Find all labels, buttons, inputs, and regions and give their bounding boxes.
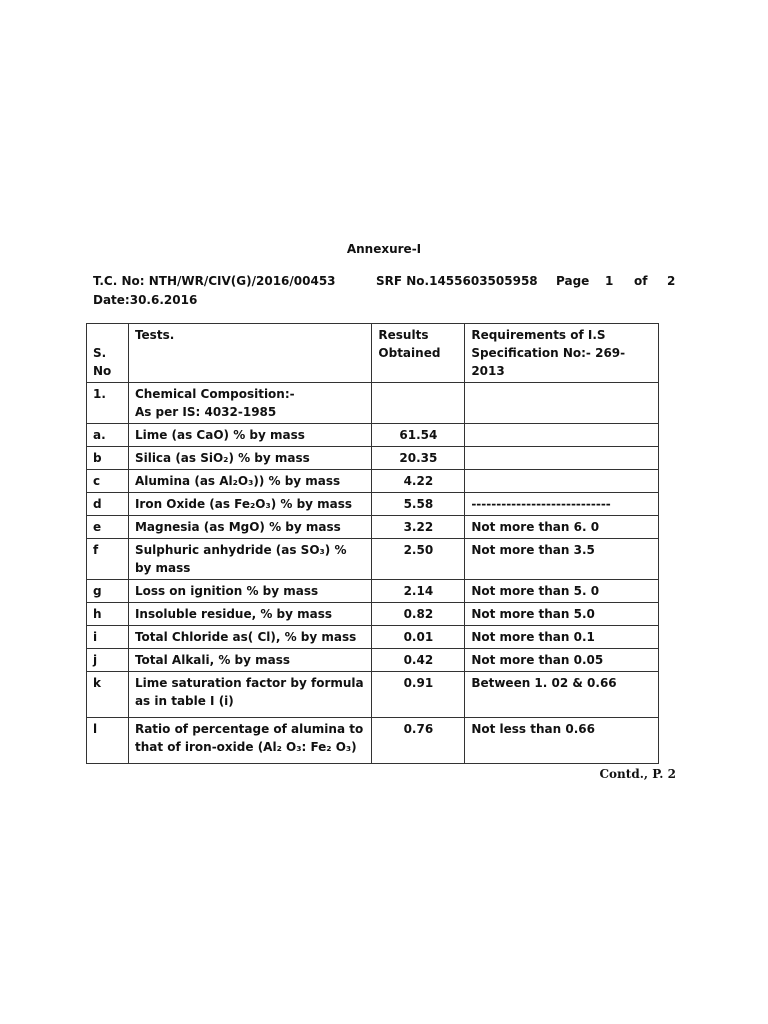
table-row [87, 539, 659, 580]
row-requirement: ---------------------------- [465, 493, 659, 516]
row-sno: d [87, 493, 129, 516]
section-title [128, 383, 371, 424]
row-result: 61.54 [372, 424, 465, 447]
header-requirements: Requirements of I.S Specification No:- 269-2013 [465, 324, 659, 383]
table-row [87, 580, 659, 603]
row-result: 3.22 [372, 516, 465, 539]
results-table [86, 323, 659, 764]
document-title: Annexure-I [346, 242, 422, 256]
row-test: Total Alkali, % by mass [128, 649, 371, 672]
table-row [87, 603, 659, 626]
row-test: Ratio of percentage of alumina to that of iron-oxide (Al₂ O₃: Fe₂ O₃) [128, 718, 371, 764]
row-test: Loss on ignition % by mass [128, 580, 371, 603]
continued-note: Contd., P. 2 [599, 767, 676, 781]
page-total: 2 [667, 274, 676, 288]
row-requirement [465, 470, 659, 493]
row-sno: j [87, 649, 129, 672]
section-subtitle-text: As per IS: 4032-1985 [134, 405, 277, 419]
row-sno: b [87, 447, 129, 470]
table-row [87, 672, 659, 718]
table-row [87, 424, 659, 447]
row-sno: c [87, 470, 129, 493]
section-row [87, 383, 659, 424]
section-sno: 1. [87, 383, 129, 424]
row-sno: e [87, 516, 129, 539]
row-sno: l [87, 718, 129, 764]
row-requirement [465, 424, 659, 447]
row-sno: f [87, 539, 129, 580]
row-result: 0.01 [372, 626, 465, 649]
row-result: 2.14 [372, 580, 465, 603]
table-row [87, 626, 659, 649]
row-test: Silica (as SiO₂) % by mass [128, 447, 371, 470]
row-result: 2.50 [372, 539, 465, 580]
row-test: Magnesia (as MgO) % by mass [128, 516, 371, 539]
row-result: 5.58 [372, 493, 465, 516]
table-header-row [87, 324, 659, 383]
row-result: 4.22 [372, 470, 465, 493]
table-body [87, 424, 659, 764]
row-requirement: Not more than 3.5 [465, 539, 659, 580]
row-requirement [465, 447, 659, 470]
table-row [87, 447, 659, 470]
row-test: Iron Oxide (as Fe₂O₃) % by mass [128, 493, 371, 516]
row-test: Alumina (as Al₂O₃)) % by mass [128, 470, 371, 493]
row-sno: h [87, 603, 129, 626]
row-sno: g [87, 580, 129, 603]
header-line [93, 274, 683, 290]
row-requirement: Not less than 0.66 [465, 718, 659, 764]
table-row [87, 470, 659, 493]
row-result: 0.82 [372, 603, 465, 626]
row-test: Sulphuric anhydride (as SO₃) % by mass [128, 539, 371, 580]
row-requirement: Not more than 6. 0 [465, 516, 659, 539]
srf-number: SRF No.1455603505958 [376, 274, 538, 288]
section-title-text: Chemical Composition:- [134, 387, 295, 401]
row-sno: a. [87, 424, 129, 447]
row-sno: k [87, 672, 129, 718]
header-results: Results Obtained [372, 324, 465, 383]
report-date: Date:30.6.2016 [93, 293, 198, 307]
of-label: of [634, 274, 648, 288]
table-row [87, 493, 659, 516]
row-requirement: Not more than 0.05 [465, 649, 659, 672]
section-req [465, 383, 659, 424]
page-number: 1 [605, 274, 614, 288]
row-result: 0.76 [372, 718, 465, 764]
row-result: 20.35 [372, 447, 465, 470]
row-sno: i [87, 626, 129, 649]
page-label: Page [556, 274, 590, 288]
row-result: 0.91 [372, 672, 465, 718]
row-test: Lime (as CaO) % by mass [128, 424, 371, 447]
header-sno: S. No [87, 324, 129, 383]
row-test: Total Chloride as( Cl), % by mass [128, 626, 371, 649]
row-requirement: Not more than 5.0 [465, 603, 659, 626]
table-row [87, 516, 659, 539]
row-test: Insoluble residue, % by mass [128, 603, 371, 626]
row-requirement: Not more than 5. 0 [465, 580, 659, 603]
section-result [372, 383, 465, 424]
table-row [87, 718, 659, 764]
tc-number: T.C. No: NTH/WR/CIV(G)/2016/00453 [93, 274, 336, 288]
header-tests: Tests. [128, 324, 371, 383]
row-result: 0.42 [372, 649, 465, 672]
row-requirement: Between 1. 02 & 0.66 [465, 672, 659, 718]
row-requirement: Not more than 0.1 [465, 626, 659, 649]
table-row [87, 649, 659, 672]
row-test: Lime saturation factor by formula as in table I (i) [128, 672, 371, 718]
